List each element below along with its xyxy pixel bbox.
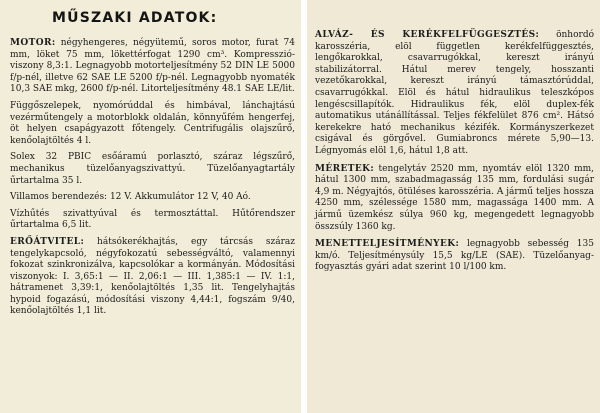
section-text: Függőszelepek, nyomórúddal és himbával, lánchajtású vezérműtengely a motorblokk oldalán, könnyűfém hengerfej, öt helyen csapágyazott főtengely. Centrifugális olajszűrő, kenőolajtöltés 4 l. bbox=[10, 100, 295, 146]
section-label: MENETTELJESÍTMÉNYEK: bbox=[315, 239, 460, 250]
section-label: MOTOR: bbox=[10, 38, 56, 48]
section-text: tengelytáv 2520 mm, nyomtáv elöl 1320 mm, hátul 1300 mm, szabadmagasság 135 mm, fordulási sugár 4,9 m. Négyajtós, ötüléses karosszéria. A jármű teljes hossza 4250 mm, szélessége 1580 mm, magassága 1400 mm. A jármű üzemkész súlya 960 kg, megengedett legnagyobb összsúly 1360 kg. bbox=[315, 163, 594, 232]
section-text: Solex 32 PBIC esőáramú porlasztó, száraz légszűrő, mechanikus tüzelőanyagszivattyú. Tüzelőanyagtartály űrtartalma 35 l. bbox=[10, 152, 295, 186]
right-column bbox=[307, 0, 600, 413]
spec-paragraph bbox=[10, 101, 295, 147]
spec-paragraph bbox=[10, 152, 295, 187]
spec-paragraph bbox=[10, 209, 295, 232]
spec-paragraph bbox=[315, 239, 594, 274]
spec-paragraph bbox=[315, 30, 594, 158]
section-text: legnagyobb sebesség 135 km/ó. Teljesítménysúly 15,5 kg/LE (SAE). Tüzelőanyag-fogyasztás gyári adat szerint 10 l/100 km. bbox=[315, 239, 594, 273]
section-text: négyhengeres, négyütemű, soros motor, furat 74 mm, löket 75 mm, lökettérfogat 1290 cm³. Kompresszió-viszony 8,3:1. Legnagyobb motorteljesítmény 52 DIN LE 5000 f/p-nél, illetve 62 SAE LE 5200 f/p-nél. Legnagyobb nyomaték 10,3 SAE mkg, 2600 f/p-nél. Litorteljesítmény 48.1 SAE LE/lit. bbox=[10, 38, 295, 95]
spec-paragraph bbox=[315, 164, 594, 234]
section-text: Vízhűtés szivattyúval és termosztáttal. Hűtőrendszer űrtartalma 6,5 lit. bbox=[10, 208, 295, 231]
section-text: önhordó karosszéria, elöl független kerékfelfüggesztés, lengőkarokkal, csavarrugókkal, kereszt irányú stabilizátorral. Hátul merev tengely, hosszanti vezetőkarokkal, kereszt irányú támasztórúddal, csavarrugókkal. Elöl és hátul hidraulikus teleszkópos lengéscsillapítók. Hidraulikus fék, elöl duplex-fék automatikus utánállítással. Teljes fékfelület 876 cm². Hátsó kerekekre ható mechanikus kézifék. Kormányszerkezet csigával és görgővel. Gumiabroncs mérete 5,90—13. Légnyomás elöl 1,6, hátul 1,8 att. bbox=[315, 30, 594, 156]
section-text: Villamos berendezés: 12 V. Akkumulátor 12 V, 40 Aó. bbox=[10, 192, 251, 203]
section-label: ALVÁZ- ÉS KERÉKFELFÜGGESZTÉS: bbox=[315, 30, 540, 40]
spec-paragraph bbox=[10, 38, 295, 96]
spec-paragraph bbox=[10, 192, 295, 204]
right-sections bbox=[315, 30, 594, 274]
spec-paragraph bbox=[10, 237, 295, 318]
page-title: MŰSZAKI ADATOK: bbox=[52, 10, 218, 26]
left-sections bbox=[10, 38, 295, 318]
section-label: MÉRETEK: bbox=[315, 163, 375, 174]
section-text: hátsókerékhajtás, egy tárcsás száraz tengelykapcsoló, négyfokozatú sebességváltó, valamennyi fokozat szinkronizálva, kapcsolókar a kormányán. Módosítási viszonyok: I. 3,65:1 — II. 2,06:1 — III. 1,385:1 — IV. 1:1, hátramenet 3,39:1, kenőolajtöltés 1,35 lit. Tengelyhajtás hypoid fogazású, módosítási viszony 4,44:1, fogszám 9/40, kenőolajtöltés 1,1 lit. bbox=[10, 236, 295, 317]
section-label: ERŐÁTVITEL: bbox=[10, 236, 85, 247]
